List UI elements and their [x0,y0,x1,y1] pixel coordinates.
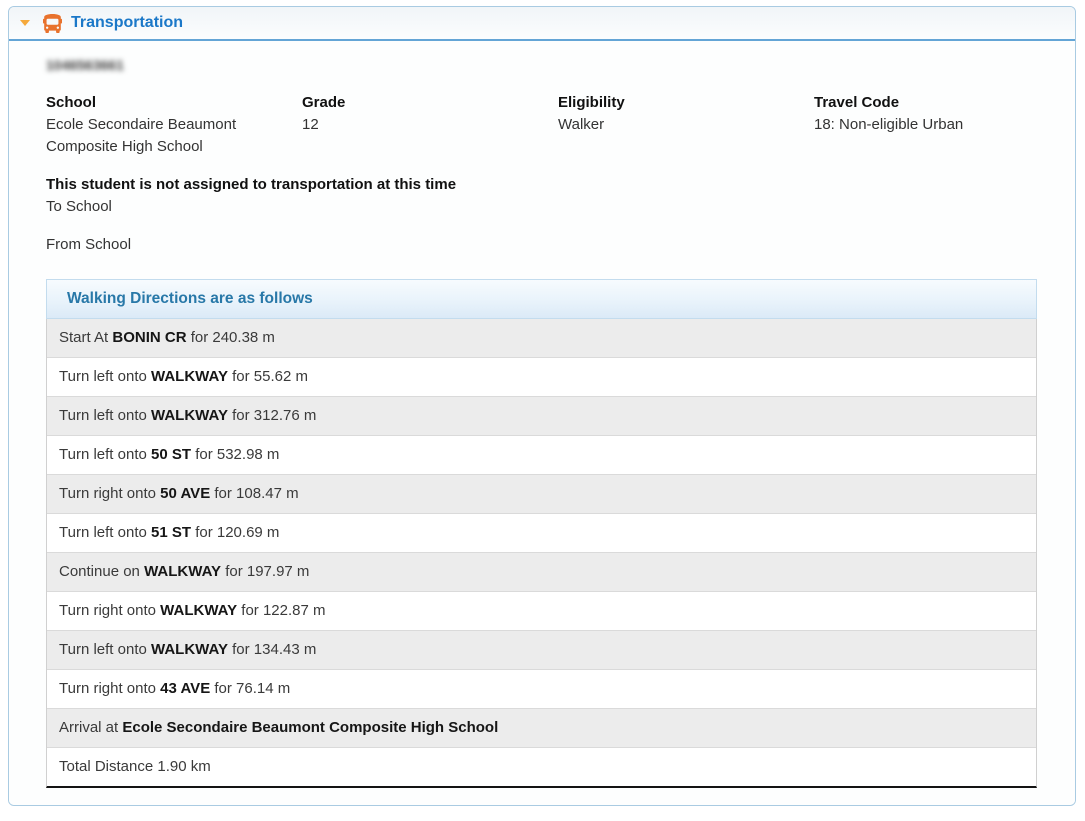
direction-suffix: for 197.97 m [221,563,310,580]
field-label: Travel Code [814,94,900,111]
direction-row [47,631,1036,670]
direction-suffix: for 532.98 m [191,446,280,463]
direction-suffix: for 55.62 m [227,368,308,385]
direction-prefix: Start At [59,329,113,346]
field [558,92,814,158]
direction-prefix: Turn right onto [59,485,161,502]
direction-row [47,592,1036,631]
direction-prefix: Turn left onto [59,641,151,658]
walking-directions-header: Walking Directions are as follows [46,279,1037,319]
field-label: Eligibility [558,94,625,111]
direction-row [47,709,1036,748]
walking-directions-table [46,279,1037,788]
direction-street: Ecole Secondaire Beaumont Composite High School [122,719,499,736]
direction-street: 50 AVE [160,485,211,502]
collapse-arrow-icon[interactable] [20,20,30,26]
direction-prefix: Turn left onto [59,407,151,424]
direction-prefix: Turn left onto [59,524,151,541]
direction-suffix: for 122.87 m [237,602,326,619]
direction-suffix: for 240.38 m [186,329,275,346]
field [814,92,1035,158]
direction-row [47,475,1036,514]
section-title: Transportation [71,14,184,31]
to-school-label: To School [46,198,112,215]
direction-row [47,397,1036,436]
direction-row [47,670,1036,709]
direction-row [47,319,1036,358]
direction-prefix: Turn right onto [59,680,161,697]
direction-street: 50 ST [151,446,192,463]
field-value: 12 [302,116,319,133]
direction-suffix: for 108.47 m [210,485,299,502]
direction-prefix: Total Distance 1.90 km [59,758,211,775]
transportation-section-body [9,41,1075,805]
direction-street: BONIN CR [112,329,187,346]
page [0,6,1085,821]
direction-row [47,514,1036,553]
direction-street: WALKWAY [151,407,228,424]
direction-suffix: for 312.76 m [227,407,317,424]
direction-prefix: Turn left onto [59,368,151,385]
field [302,92,558,158]
direction-street: WALKWAY [151,368,228,385]
direction-street: 43 AVE [160,680,211,697]
student-fields [46,92,1035,158]
direction-row [47,436,1036,475]
field-label: Grade [302,94,346,111]
direction-prefix: Continue on [59,563,145,580]
direction-street: WALKWAY [160,602,238,619]
direction-street: WALKWAY [151,641,228,658]
direction-suffix: for 120.69 m [191,524,280,541]
direction-row [47,553,1036,592]
direction-row [47,748,1036,786]
direction-prefix: Turn left onto [59,446,151,463]
from-school-label: From School [46,236,132,253]
bus-icon [43,14,62,33]
field-value: Walker [558,116,605,133]
field-value: 18: Non-eligible Urban [814,116,964,133]
student-id-redacted: 1046563661 [46,57,124,73]
field-label: School [46,94,97,111]
direction-street: WALKWAY [144,563,222,580]
transportation-section [8,6,1076,806]
direction-row [47,358,1036,397]
field [46,92,302,158]
direction-suffix: for 76.14 m [210,680,291,697]
direction-prefix: Arrival at [59,719,123,736]
direction-suffix: for 134.43 m [227,641,317,658]
field-value: Ecole Secondaire Beaumont Composite High School [46,116,237,155]
walking-directions-rows [46,319,1037,788]
transportation-section-header[interactable] [9,7,1075,41]
direction-street: 51 ST [151,524,192,541]
direction-prefix: Turn right onto [59,602,161,619]
assignment-notice: This student is not assigned to transportation at this time [46,176,457,193]
